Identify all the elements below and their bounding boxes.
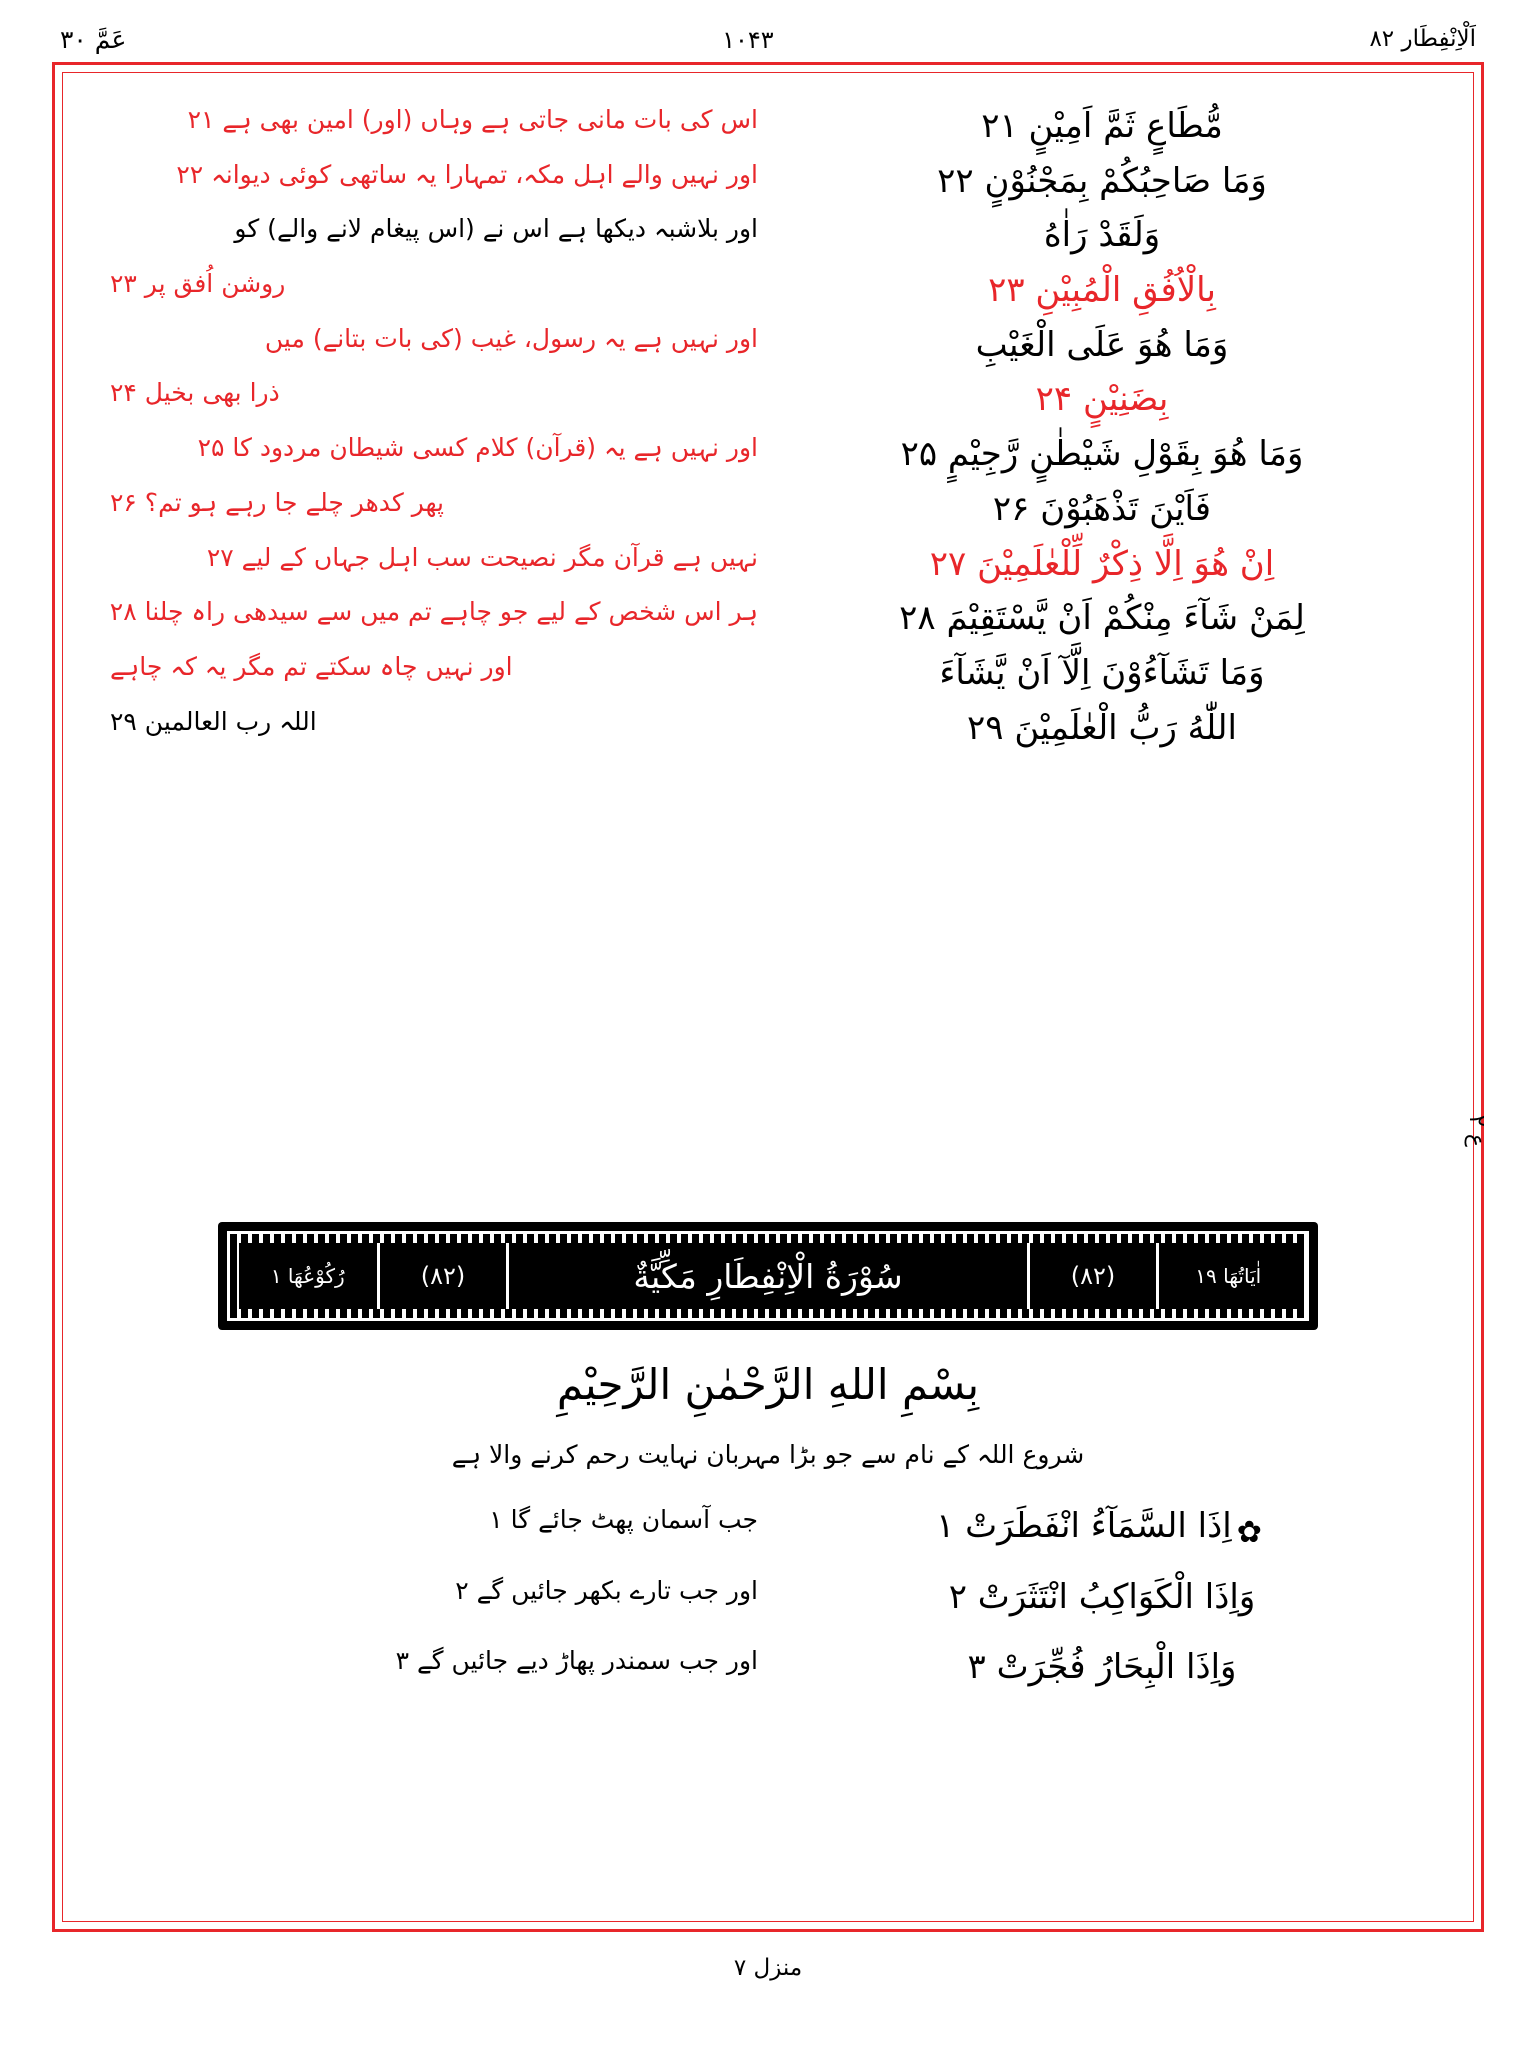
verse-arabic: وَمَا تَشَآءُوْنَ اِلَّآ اَنْ يَّشَآءَ	[939, 652, 1265, 693]
surah-title: سُوْرَةُ الْاِنْفِطَارِ مَكِّيَّةٌ	[633, 1256, 903, 1296]
verse-urdu: اور نہیں ہے یہ (قرآن) کلام کسی شیطان مردود کا ۲۵	[197, 433, 758, 463]
verse-urdu: اللہ رب العالمین ۲۹	[110, 706, 317, 736]
verse-row	[80, 319, 1456, 372]
verse-row	[80, 483, 1456, 536]
verse-row	[80, 155, 1456, 208]
verse-urdu: اور بلاشبہ دیکھا ہے اس نے (اس پیغام لانے والے) کو	[234, 214, 758, 244]
header-surah-label: اَلْاِنْفِطَار ۸۲	[1369, 26, 1476, 53]
verse-arabic: وَاِذَا الْبِحَارُ فُجِّرَتْ ۳	[967, 1647, 1237, 1688]
verse-row	[80, 1571, 1456, 1624]
verse-urdu: اور جب تارے بکھر جائیں گے ۲	[455, 1575, 758, 1605]
verse-row	[80, 428, 1456, 481]
verse-urdu: اور جب سمندر پھاڑ دیے جائیں گے ۳	[395, 1646, 758, 1676]
header-para-label: عَمَّ ۳۰	[60, 25, 127, 55]
surah-banner-frame	[218, 1222, 1318, 1330]
verse-urdu: ذرا بھی بخیل ۲۴	[110, 378, 280, 408]
verse-arabic: بِضَنِيْنٍ ۲۴	[1035, 379, 1169, 420]
ornament-flower-icon: ✿	[1236, 1515, 1262, 1550]
surah-number-right: (۸۲)	[1027, 1243, 1157, 1309]
verse-row	[80, 373, 1456, 426]
verse-urdu: اور نہیں ہے یہ رسول، غیب (کی بات بتانے) میں	[264, 323, 758, 353]
verse-arabic: لِمَنْ شَآءَ مِنْكُمْ اَنْ يَّسْتَقِيْمَ ۲۸	[899, 598, 1305, 639]
verse-row	[80, 1500, 1456, 1553]
verse-row	[80, 100, 1456, 153]
surah-banner-ornament-border	[227, 1231, 1309, 1321]
verse-urdu: اس کی بات مانی جاتی ہے وہاں (اور) امین بھی ہے ۲۱	[187, 105, 758, 134]
verse-urdu: روشن اُفق پر ۲۳	[110, 269, 286, 299]
verse-urdu: پھر کدھر چلے جا رہے ہو تم؟ ۲۶	[110, 487, 445, 517]
surah-infitar-verses	[80, 1500, 1456, 1712]
verse-row	[80, 264, 1456, 317]
verse-arabic: اِنْ هُوَ اِلَّا ذِكْرٌ لِّلْعٰلَمِيْنَ ۲۷	[929, 543, 1275, 584]
verse-row	[80, 538, 1456, 591]
verse-arabic: وَاِذَا الْكَوَاكِبُ انْتَثَرَتْ ۲	[948, 1576, 1256, 1617]
ruku-side-marker: ع ۲	[1464, 1115, 1489, 1147]
surah-banner-content	[239, 1243, 1297, 1309]
header-page-number: ۱۰۴۳	[722, 25, 774, 54]
surah-banner	[218, 1222, 1318, 1330]
verse-urdu: اور نہیں والے اہل مکہ، تمہارا یہ ساتھی کوئی دیوانہ ۲۲	[176, 159, 758, 189]
verse-urdu: نہیں ہے قرآن مگر نصیحت سب اہل جہاں کے لیے ۲۷	[206, 542, 758, 572]
bismillah-urdu: شروع اللہ کے نام سے جو بڑا مہربان نہایت رحم کرنے والا ہے	[451, 1440, 1085, 1469]
verse-arabic: وَلَقَدْ رَاٰهُ	[1043, 215, 1161, 256]
verse-arabic: اِذَا السَّمَآءُ انْفَطَرَتْ ۱	[936, 1506, 1232, 1546]
verse-arabic: بِالْاُفُقِ الْمُبِيْنِ ۲۳	[988, 270, 1216, 311]
surah-ruku-count: رُكُوْعُهَا ۱	[270, 1264, 345, 1288]
verse-row	[80, 702, 1456, 755]
verse-arabic: فَاَيْنَ تَذْهَبُوْنَ ۲۶	[992, 488, 1212, 529]
verse-urdu: ہر اس شخص کے لیے جو چاہے تم میں سے سیدھی راہ چلنا ۲۸	[109, 597, 758, 627]
bismillah-arabic: بِسْمِ اللهِ الرَّحْمٰنِ الرَّحِيْمِ	[556, 1360, 980, 1409]
verse-arabic: وَمَا هُوَ عَلَى الْغَيْبِ	[975, 324, 1229, 365]
verse-row	[80, 1641, 1456, 1694]
page-header	[60, 20, 1476, 60]
verse-arabic: وَمَا هُوَ بِقَوْلِ شَيْطٰنٍ رَّجِيْمٍ ۲۵	[900, 434, 1304, 475]
page-footer: منزل ۷	[733, 1955, 803, 1981]
verse-row	[80, 592, 1456, 645]
verse-urdu: اور نہیں چاہ سکتے تم مگر یہ کہ چاہے	[110, 651, 513, 681]
verse-urdu: جب آسمان پھٹ جائے گا ۱	[489, 1505, 758, 1534]
verse-row	[80, 647, 1456, 700]
verse-arabic: اللّٰهُ رَبُّ الْعٰلَمِيْنَ ۲۹	[967, 707, 1237, 748]
surah-ayat-count: اٰيَاتُهَا ۱۹	[1156, 1243, 1297, 1309]
verse-row	[80, 209, 1456, 262]
surah-number-left: (۸۲)	[377, 1243, 510, 1309]
verse-arabic: وَمَا صَاحِبُكُمْ بِمَجْنُوْنٍ ۲۲	[937, 160, 1267, 201]
verse-arabic: مُّطَاعٍ ثَمَّ اَمِيْنٍ ۲۱	[981, 106, 1223, 146]
